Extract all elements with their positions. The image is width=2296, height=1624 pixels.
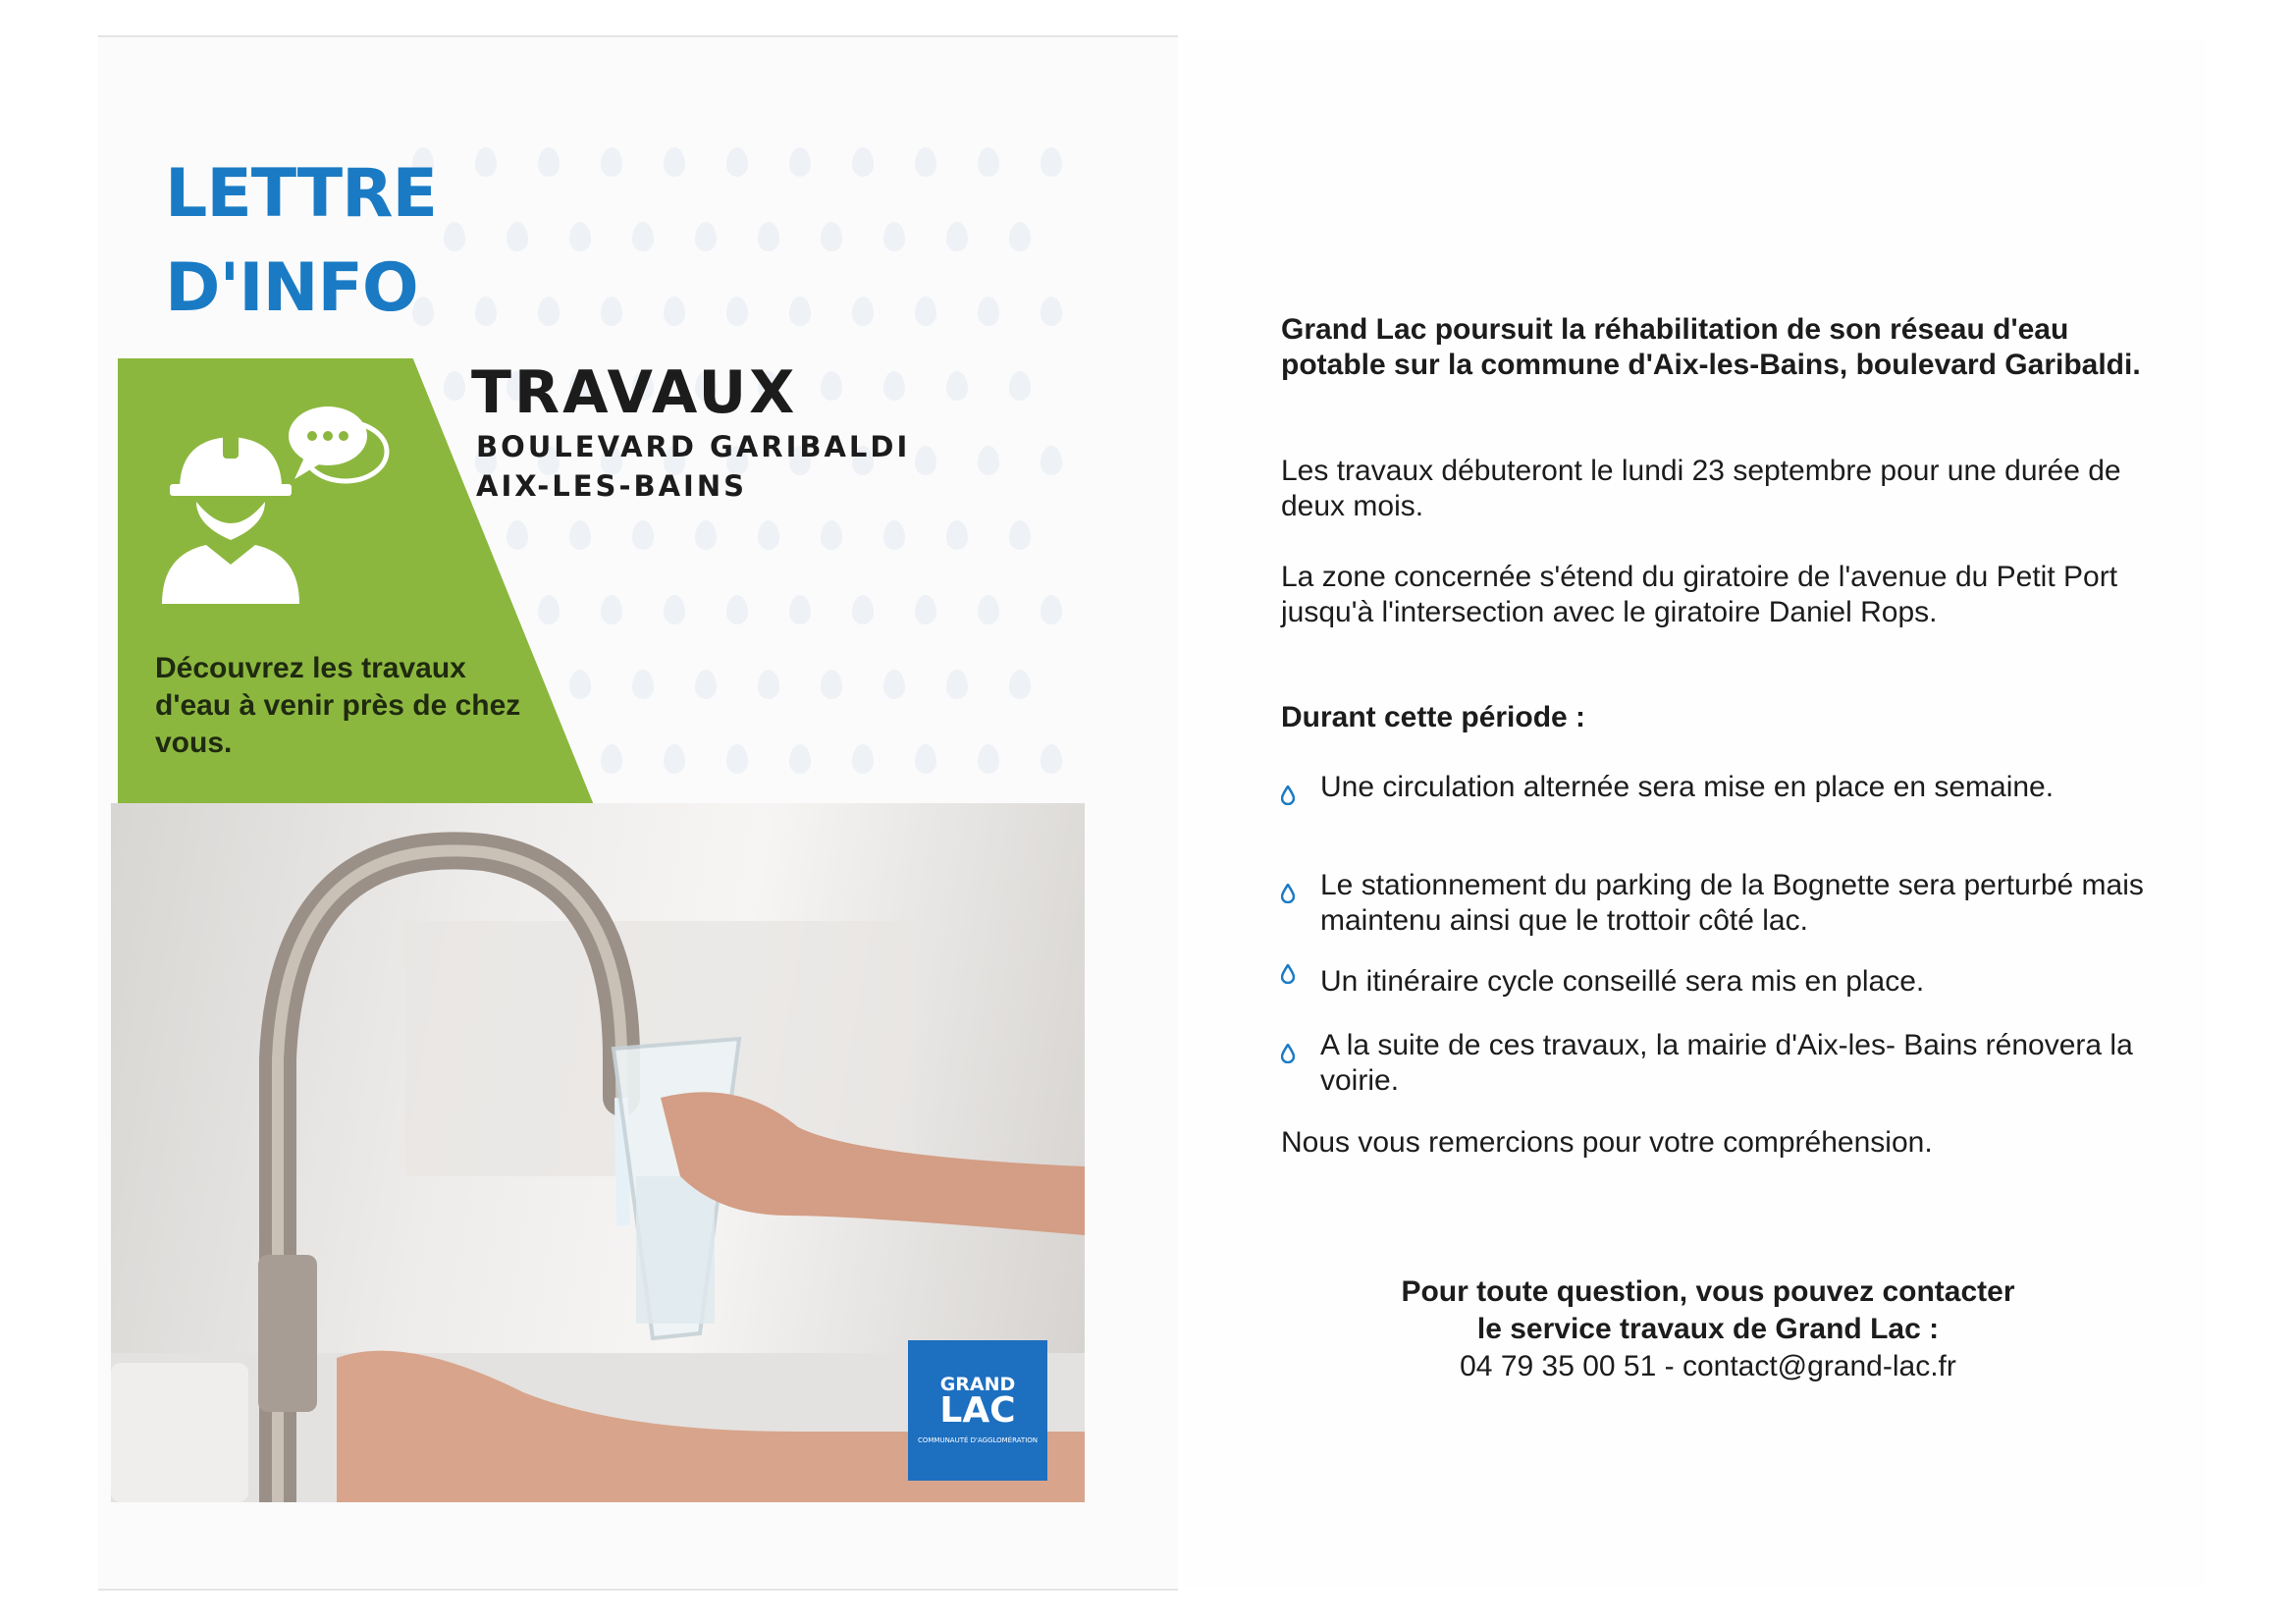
- bullet-text: Le stationnement du parking de la Bognette sera perturbé mais maintenu ainsi que le trottoir côté lac.: [1320, 869, 2144, 937]
- pattern-drop: [726, 595, 748, 624]
- pattern-drop: [946, 520, 968, 550]
- intro-paragraph: Grand Lac poursuit la réhabilitation de son réseau d'eau potable sur la commune d'Aix-les-Bains, boulevard Garibaldi.: [1281, 313, 2141, 381]
- pattern-drop: [915, 446, 936, 475]
- pattern-drop: [821, 520, 842, 550]
- pattern-drop: [569, 222, 591, 251]
- pattern-drop: [852, 595, 874, 624]
- pattern-drop: [507, 222, 528, 251]
- pattern-drop: [789, 595, 811, 624]
- pattern-drop: [664, 147, 685, 177]
- green-panel-text: Découvrez les travaux d'eau à venir près de chez vous.: [155, 652, 521, 759]
- period-heading: Durant cette période :: [1281, 701, 1586, 733]
- pattern-drop: [475, 147, 497, 177]
- pattern-drop: [883, 670, 905, 699]
- water-drop-bullet-icon: [1281, 1044, 1295, 1063]
- contact-block: [1296, 1273, 2120, 1385]
- pattern-drop: [821, 222, 842, 251]
- pattern-drop: [883, 222, 905, 251]
- pattern-drop: [946, 670, 968, 699]
- subtitle-line-2: AIX-LES-BAINS: [476, 469, 747, 503]
- pattern-drop: [915, 744, 936, 774]
- bullet-text: Un itinéraire cycle conseillé sera mis en place.: [1320, 965, 1925, 998]
- pattern-drop: [695, 222, 717, 251]
- water-drop-bullet-icon: [1281, 884, 1295, 903]
- water-drop-bullet-icon: [1281, 964, 1295, 984]
- newsletter-title: [165, 147, 437, 336]
- thanks-paragraph: Nous vous remercions pour votre compréhension.: [1281, 1126, 1933, 1159]
- pattern-drop: [1009, 520, 1031, 550]
- pattern-drop: [444, 222, 465, 251]
- water-drop-bullet-icon: [1281, 785, 1295, 805]
- pattern-drop: [444, 371, 465, 401]
- pattern-drop: [475, 297, 497, 326]
- pattern-drop: [852, 297, 874, 326]
- pattern-drop: [915, 595, 936, 624]
- pattern-drop: [978, 297, 999, 326]
- pattern-drop: [758, 520, 779, 550]
- pattern-drop: [632, 520, 654, 550]
- bullet-text: Une circulation alternée sera mise en place en semaine.: [1320, 771, 2055, 803]
- pattern-drop: [789, 297, 811, 326]
- pattern-drop: [1041, 744, 1062, 774]
- pattern-drop: [883, 371, 905, 401]
- subtitle-line-1: BOULEVARD GARIBALDI: [476, 430, 911, 463]
- pattern-drop: [915, 147, 936, 177]
- pattern-drop: [789, 744, 811, 774]
- pattern-drop: [1009, 670, 1031, 699]
- pattern-drop: [695, 520, 717, 550]
- contact-line-1: Pour toute question, vous pouvez contacter: [1401, 1275, 2015, 1308]
- pattern-drop: [569, 520, 591, 550]
- pattern-drop: [538, 595, 560, 624]
- pattern-drop: [601, 744, 622, 774]
- pattern-drop: [695, 670, 717, 699]
- pattern-drop: [1041, 446, 1062, 475]
- pattern-drop: [946, 222, 968, 251]
- pattern-drop: [664, 744, 685, 774]
- pattern-drop: [915, 297, 936, 326]
- pattern-drop: [978, 147, 999, 177]
- pattern-drop: [758, 670, 779, 699]
- travaux-heading: TRAVAUX: [471, 358, 798, 427]
- pattern-drop: [601, 297, 622, 326]
- pattern-drop: [1041, 595, 1062, 624]
- pattern-drop: [664, 297, 685, 326]
- pattern-drop: [664, 595, 685, 624]
- pattern-drop: [978, 744, 999, 774]
- pattern-drop: [789, 147, 811, 177]
- dates-paragraph: Les travaux débuteront le lundi 23 septembre pour une durée de deux mois.: [1281, 455, 2121, 522]
- title-line-1: LETTRE: [165, 155, 437, 233]
- contact-details[interactable]: 04 79 35 00 51 - contact@grand-lac.fr: [1460, 1350, 1956, 1382]
- pattern-drop: [1041, 147, 1062, 177]
- grand-lac-logo: [908, 1340, 1047, 1481]
- pattern-drop: [538, 147, 560, 177]
- speech-bubble-icon: [285, 401, 393, 489]
- pattern-drop: [538, 297, 560, 326]
- pattern-drop: [726, 744, 748, 774]
- pattern-drop: [507, 520, 528, 550]
- pattern-drop: [821, 670, 842, 699]
- pattern-drop: [632, 222, 654, 251]
- pattern-drop: [758, 222, 779, 251]
- pattern-drop: [569, 670, 591, 699]
- pattern-drop: [601, 595, 622, 624]
- title-line-2: D'INFO: [165, 249, 418, 327]
- pattern-drop: [946, 371, 968, 401]
- pattern-drop: [821, 371, 842, 401]
- logo-line-1: GRAND: [939, 1374, 1016, 1395]
- pattern-drop: [726, 147, 748, 177]
- pattern-drop: [1009, 222, 1031, 251]
- pattern-drop: [852, 744, 874, 774]
- pattern-drop: [978, 446, 999, 475]
- pattern-drop: [601, 147, 622, 177]
- pattern-drop: [852, 147, 874, 177]
- pattern-drop: [883, 520, 905, 550]
- bullet-text: A la suite de ces travaux, la mairie d'Aix-les- Bains rénovera la voirie.: [1320, 1029, 2133, 1097]
- pattern-drop: [1009, 371, 1031, 401]
- logo-line-2: LAC: [939, 1390, 1016, 1431]
- contact-line-2: le service travaux de Grand Lac :: [1476, 1313, 1940, 1345]
- location-subtitle: [476, 427, 910, 506]
- pattern-drop: [978, 595, 999, 624]
- logo-line-3: COMMUNAUTÉ D'AGGLOMÉRATION: [917, 1436, 1039, 1444]
- pattern-drop: [1041, 297, 1062, 326]
- pattern-drop: [632, 670, 654, 699]
- zone-paragraph: La zone concernée s'étend du giratoire de l'avenue du Petit Port jusqu'à l'intersection avec le giratoire Daniel Rops.: [1281, 561, 2118, 628]
- pattern-drop: [726, 297, 748, 326]
